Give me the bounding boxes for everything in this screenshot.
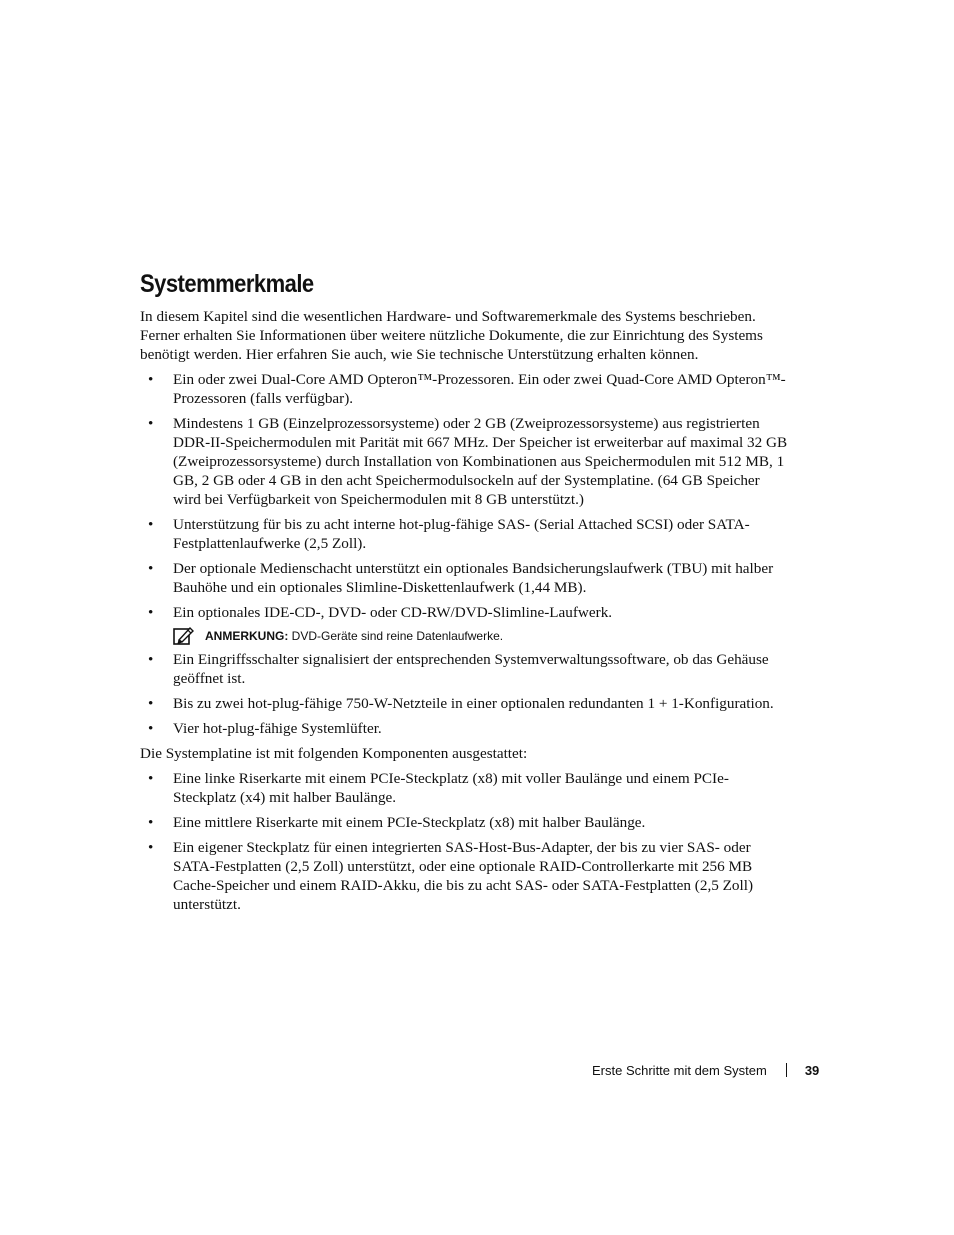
list-item: [140, 719, 788, 738]
bullet-icon: •: [148, 839, 154, 856]
bullet-icon: •: [148, 560, 154, 577]
note-box: [140, 628, 788, 645]
list-item-text: Unterstützung für bis zu acht interne hot-plug-fähige SAS- (Serial Attached SCSI) oder SATA-Festplattenlaufwerke (2,5 Zoll).: [173, 516, 750, 552]
feature-list-continued: [140, 650, 788, 738]
list-item-text: Mindestens 1 GB (Einzelprozessorsysteme) oder 2 GB (Zweiprozessorsysteme) aus registrierten DDR-II-Speichermodulen mit Parität mit 667 MHz. Der Speicher ist erweiterbar auf maximal 32 GB (Zweiprozessorsysteme) durch Installation von Kombinationen aus Speichermodulen mit 512 MB, 1 GB, 2 GB oder 4 GB in den acht Speichermodulsockeln auf der Systemplatine. (64 GB Speicher wird bei Verfügbarkeit von Speichermodulen mit 8 GB unterstützt.): [173, 415, 788, 508]
list-item-text: Eine mittlere Riserkarte mit einem PCIe-Steckplatz (x8) mit halber Baulänge.: [173, 814, 646, 831]
note-text: DVD-Geräte sind reine Datenlaufwerke.: [291, 629, 504, 643]
pencil-note-icon: [173, 626, 194, 646]
bullet-icon: •: [148, 651, 154, 668]
bullet-icon: •: [148, 720, 154, 737]
page-title: Systemmerkmale: [140, 270, 314, 298]
list-item: [140, 515, 788, 553]
list-item-text: Der optionale Medienschacht unterstützt ein optionales Bandsicherungslaufwerk (TBU) mit halber Bauhöhe und ein optionales Slimline-Diskettenlaufwerk (1,44 MB).: [173, 560, 774, 596]
body-content: [140, 307, 788, 920]
bullet-icon: •: [148, 695, 154, 712]
list-item-text: Bis zu zwei hot-plug-fähige 750-W-Netzteile in einer optionalen redundanten 1 + 1-Konfiguration.: [173, 695, 774, 712]
list-item-text: Ein Eingriffsschalter signalisiert der entsprechenden Systemverwaltungssoftware, ob das Gehäuse geöffnet ist.: [173, 651, 769, 687]
footer-divider: [786, 1063, 787, 1077]
list-item: [140, 838, 788, 914]
bullet-icon: •: [148, 516, 154, 533]
bullet-icon: •: [148, 415, 154, 432]
list-item: [140, 769, 788, 807]
list-item: [140, 813, 788, 832]
list-item-text: Vier hot-plug-fähige Systemlüfter.: [173, 720, 382, 737]
list-item: [140, 559, 788, 597]
page-footer: [592, 1062, 819, 1079]
bullet-icon: •: [148, 814, 154, 831]
list-item: [140, 603, 788, 622]
feature-list: [140, 370, 788, 622]
bullet-icon: •: [148, 770, 154, 787]
list-item-text: Ein optionales IDE-CD-, DVD- oder CD-RW/DVD-Slimline-Laufwerk.: [173, 604, 613, 621]
page-number: 39: [804, 1063, 820, 1078]
bullet-icon: •: [148, 604, 154, 621]
footer-chapter-title: Erste Schritte mit dem System: [592, 1063, 767, 1078]
list-item: [140, 650, 788, 688]
list-item-text: Ein oder zwei Dual-Core AMD Opteron™-Prozessoren. Ein oder zwei Quad-Core AMD Opteron™-Prozessoren (falls verfügbar).: [173, 371, 786, 407]
list-item-text: Eine linke Riserkarte mit einem PCIe-Steckplatz (x8) mit voller Baulänge und einem PCIe-Steckplatz (x4) mit halber Baulänge.: [173, 770, 729, 806]
list-item: [140, 694, 788, 713]
bullet-icon: •: [148, 371, 154, 388]
board-component-list: [140, 769, 788, 914]
intro-paragraph: In diesem Kapitel sind die wesentlichen Hardware- und Softwaremerkmale des Systems beschrieben. Ferner erhalten Sie Informationen über weitere nützliche Dokumente, die zur Einrichtung des Systems benötigt werden. Hier erfahren Sie auch, wie Sie technische Unterstützung erhalten können.: [140, 308, 763, 363]
list-item: [140, 370, 788, 408]
board-intro: Die Systemplatine ist mit folgenden Komponenten ausgestattet:: [140, 745, 528, 762]
note-label: ANMERKUNG:: [205, 629, 289, 643]
list-item: [140, 414, 788, 509]
list-item-text: Ein eigener Steckplatz für einen integrierten SAS-Host-Bus-Adapter, der bis zu vier SAS- oder SATA-Festplatten (2,5 Zoll) unterstützt, oder eine optionale RAID-Controllerkarte mit 256 MB Cache-Speicher und einem RAID-Akku, die bis zu acht SAS- oder SATA-Festplatten (2,5 Zoll) unterstützt.: [173, 839, 753, 913]
